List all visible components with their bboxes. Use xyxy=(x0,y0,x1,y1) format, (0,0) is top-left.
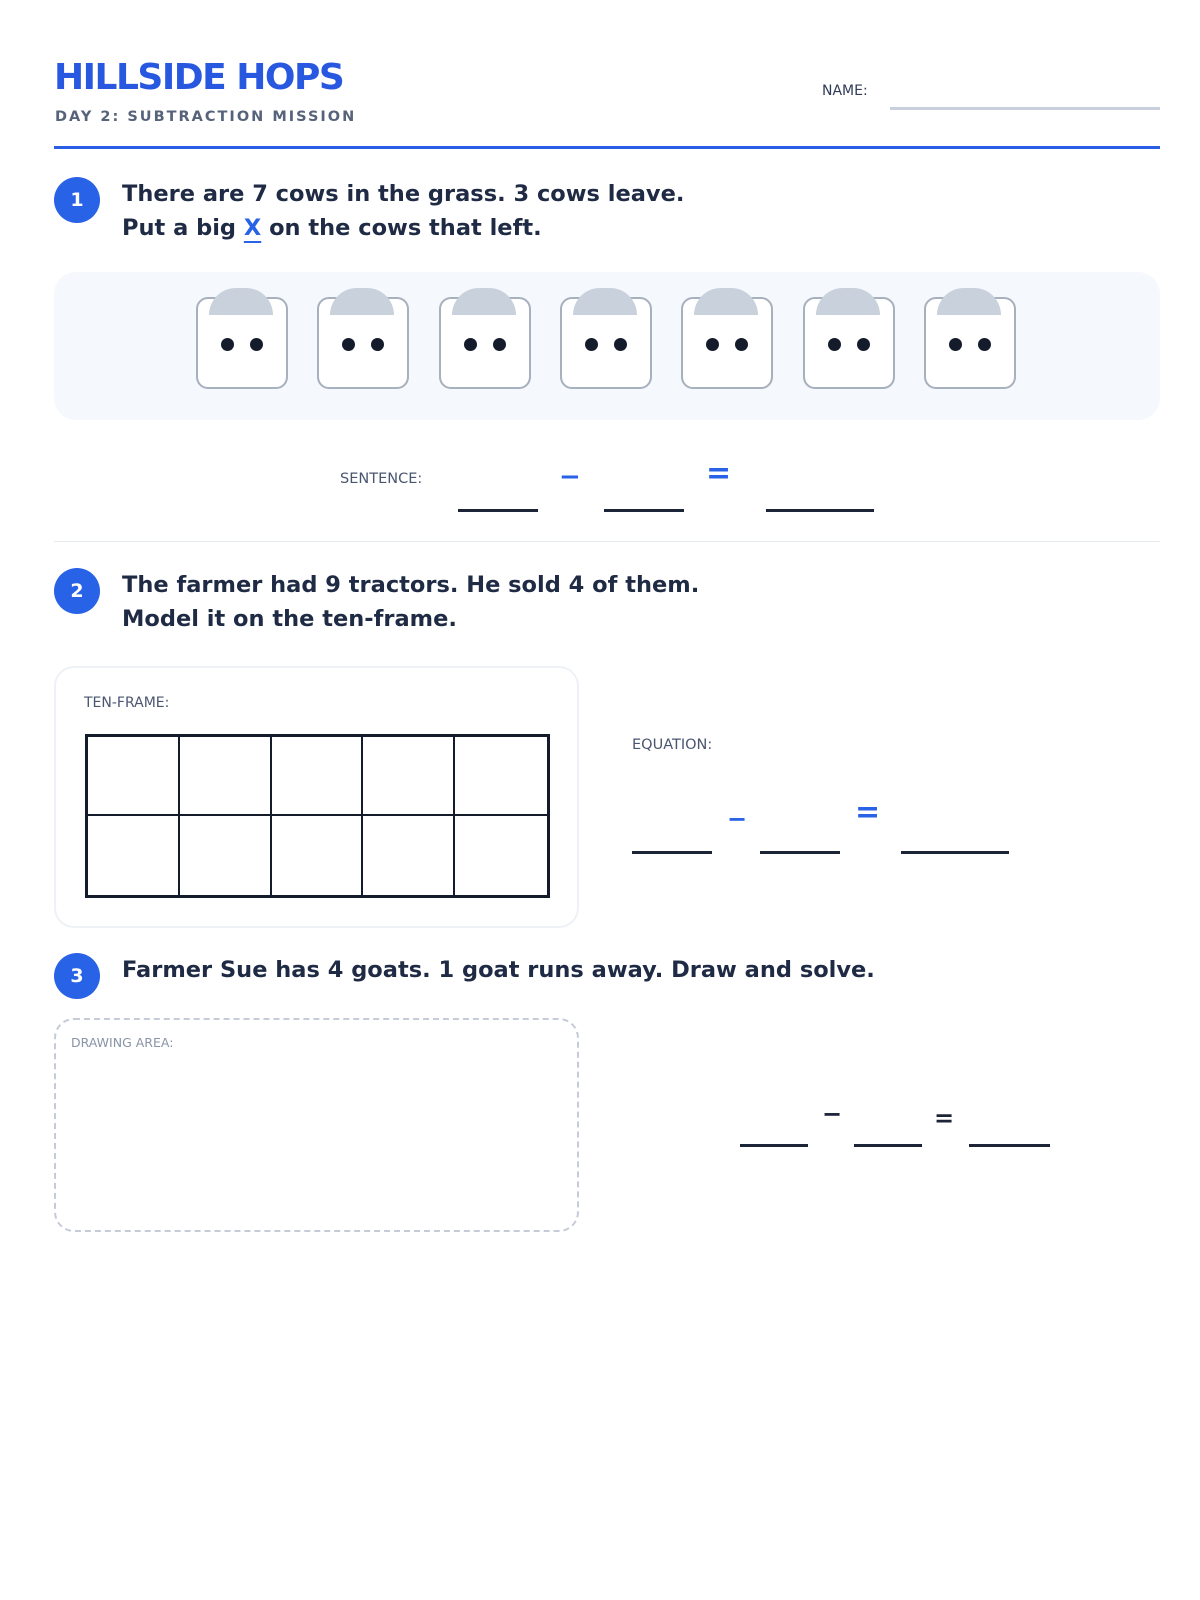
header-divider xyxy=(54,146,1160,149)
equation-blank-1[interactable] xyxy=(632,851,712,854)
ten-frame-cell[interactable] xyxy=(363,816,455,895)
equals-sign: = xyxy=(706,456,732,491)
ten-frame-cell[interactable] xyxy=(363,737,455,816)
name-label: NAME: xyxy=(822,83,868,99)
ten-frame-cell[interactable] xyxy=(455,816,547,895)
cow-eye xyxy=(949,338,962,351)
section-divider xyxy=(54,541,1160,542)
equation-blank-2[interactable] xyxy=(760,851,840,854)
minus-sign: − xyxy=(822,1100,843,1128)
cow-eye xyxy=(221,338,234,351)
sentence-blank-1[interactable] xyxy=(458,509,538,512)
question-2-line-2: Model it on the ten-frame. xyxy=(122,606,457,632)
answer-blank-2[interactable] xyxy=(854,1144,922,1147)
cow-figure[interactable] xyxy=(681,297,773,389)
ten-frame xyxy=(85,734,550,898)
question-1-line-2-start: Put a big xyxy=(122,215,244,241)
cow-eye xyxy=(464,338,477,351)
equation-label: EQUATION: xyxy=(632,737,713,753)
question-1-line-1: There are 7 cows in the grass. 3 cows leave. xyxy=(122,181,685,207)
ten-frame-cell[interactable] xyxy=(180,816,272,895)
drawing-area[interactable] xyxy=(54,1018,579,1232)
question-3-text: Farmer Sue has 4 goats. 1 goat runs away. Draw and solve. xyxy=(122,957,875,983)
sentence-blank-2[interactable] xyxy=(604,509,684,512)
ten-frame-label: TEN-FRAME: xyxy=(84,695,170,711)
ten-frame-cell[interactable] xyxy=(180,737,272,816)
worksheet-title: HILLSIDE HOPS xyxy=(54,57,344,98)
equals-sign: = xyxy=(855,795,881,830)
ten-frame-cell[interactable] xyxy=(455,737,547,816)
answer-blank-1[interactable] xyxy=(740,1144,808,1147)
question-1-line-2 xyxy=(122,211,684,245)
equals-sign: = xyxy=(934,1104,955,1132)
cow-eye xyxy=(706,338,719,351)
cow-eye xyxy=(857,338,870,351)
cow-eye xyxy=(342,338,355,351)
cow-figure[interactable] xyxy=(317,297,409,389)
cow-figure[interactable] xyxy=(196,297,288,389)
sentence-answer-blank[interactable] xyxy=(766,509,874,512)
cow-eye xyxy=(735,338,748,351)
cow-eye xyxy=(585,338,598,351)
cow-eye xyxy=(828,338,841,351)
question-2-line-1: The farmer had 9 tractors. He sold 4 of them. xyxy=(122,572,700,598)
question-1-line-2-end: on the cows that left. xyxy=(261,215,542,241)
question-2-text xyxy=(122,568,699,636)
answer-result-blank[interactable] xyxy=(969,1144,1050,1147)
worksheet-subtitle: DAY 2: SUBTRACTION MISSION xyxy=(55,109,357,125)
cow-eye xyxy=(250,338,263,351)
cow-figure[interactable] xyxy=(439,297,531,389)
question-1-text xyxy=(122,177,684,245)
question-3-badge: 3 xyxy=(54,953,100,999)
cow-figure[interactable] xyxy=(560,297,652,389)
minus-sign: − xyxy=(727,805,748,833)
cow-figure[interactable] xyxy=(803,297,895,389)
ten-frame-cell[interactable] xyxy=(272,816,364,895)
question-2-badge: 2 xyxy=(54,568,100,614)
name-field[interactable] xyxy=(890,107,1160,110)
cow-eye xyxy=(371,338,384,351)
question-1-badge: 1 xyxy=(54,177,100,223)
ten-frame-cell[interactable] xyxy=(88,816,180,895)
cow-eye xyxy=(614,338,627,351)
cow-eye xyxy=(493,338,506,351)
drawing-area-label: DRAWING AREA: xyxy=(71,1035,174,1050)
minus-sign: − xyxy=(559,462,581,492)
cow-figure[interactable] xyxy=(924,297,1016,389)
cow-eye xyxy=(978,338,991,351)
ten-frame-cell[interactable] xyxy=(88,737,180,816)
x-mark-instruction: X xyxy=(243,215,262,241)
ten-frame-cell[interactable] xyxy=(272,737,364,816)
equation-answer-blank[interactable] xyxy=(901,851,1009,854)
sentence-label: SENTENCE: xyxy=(340,471,423,487)
